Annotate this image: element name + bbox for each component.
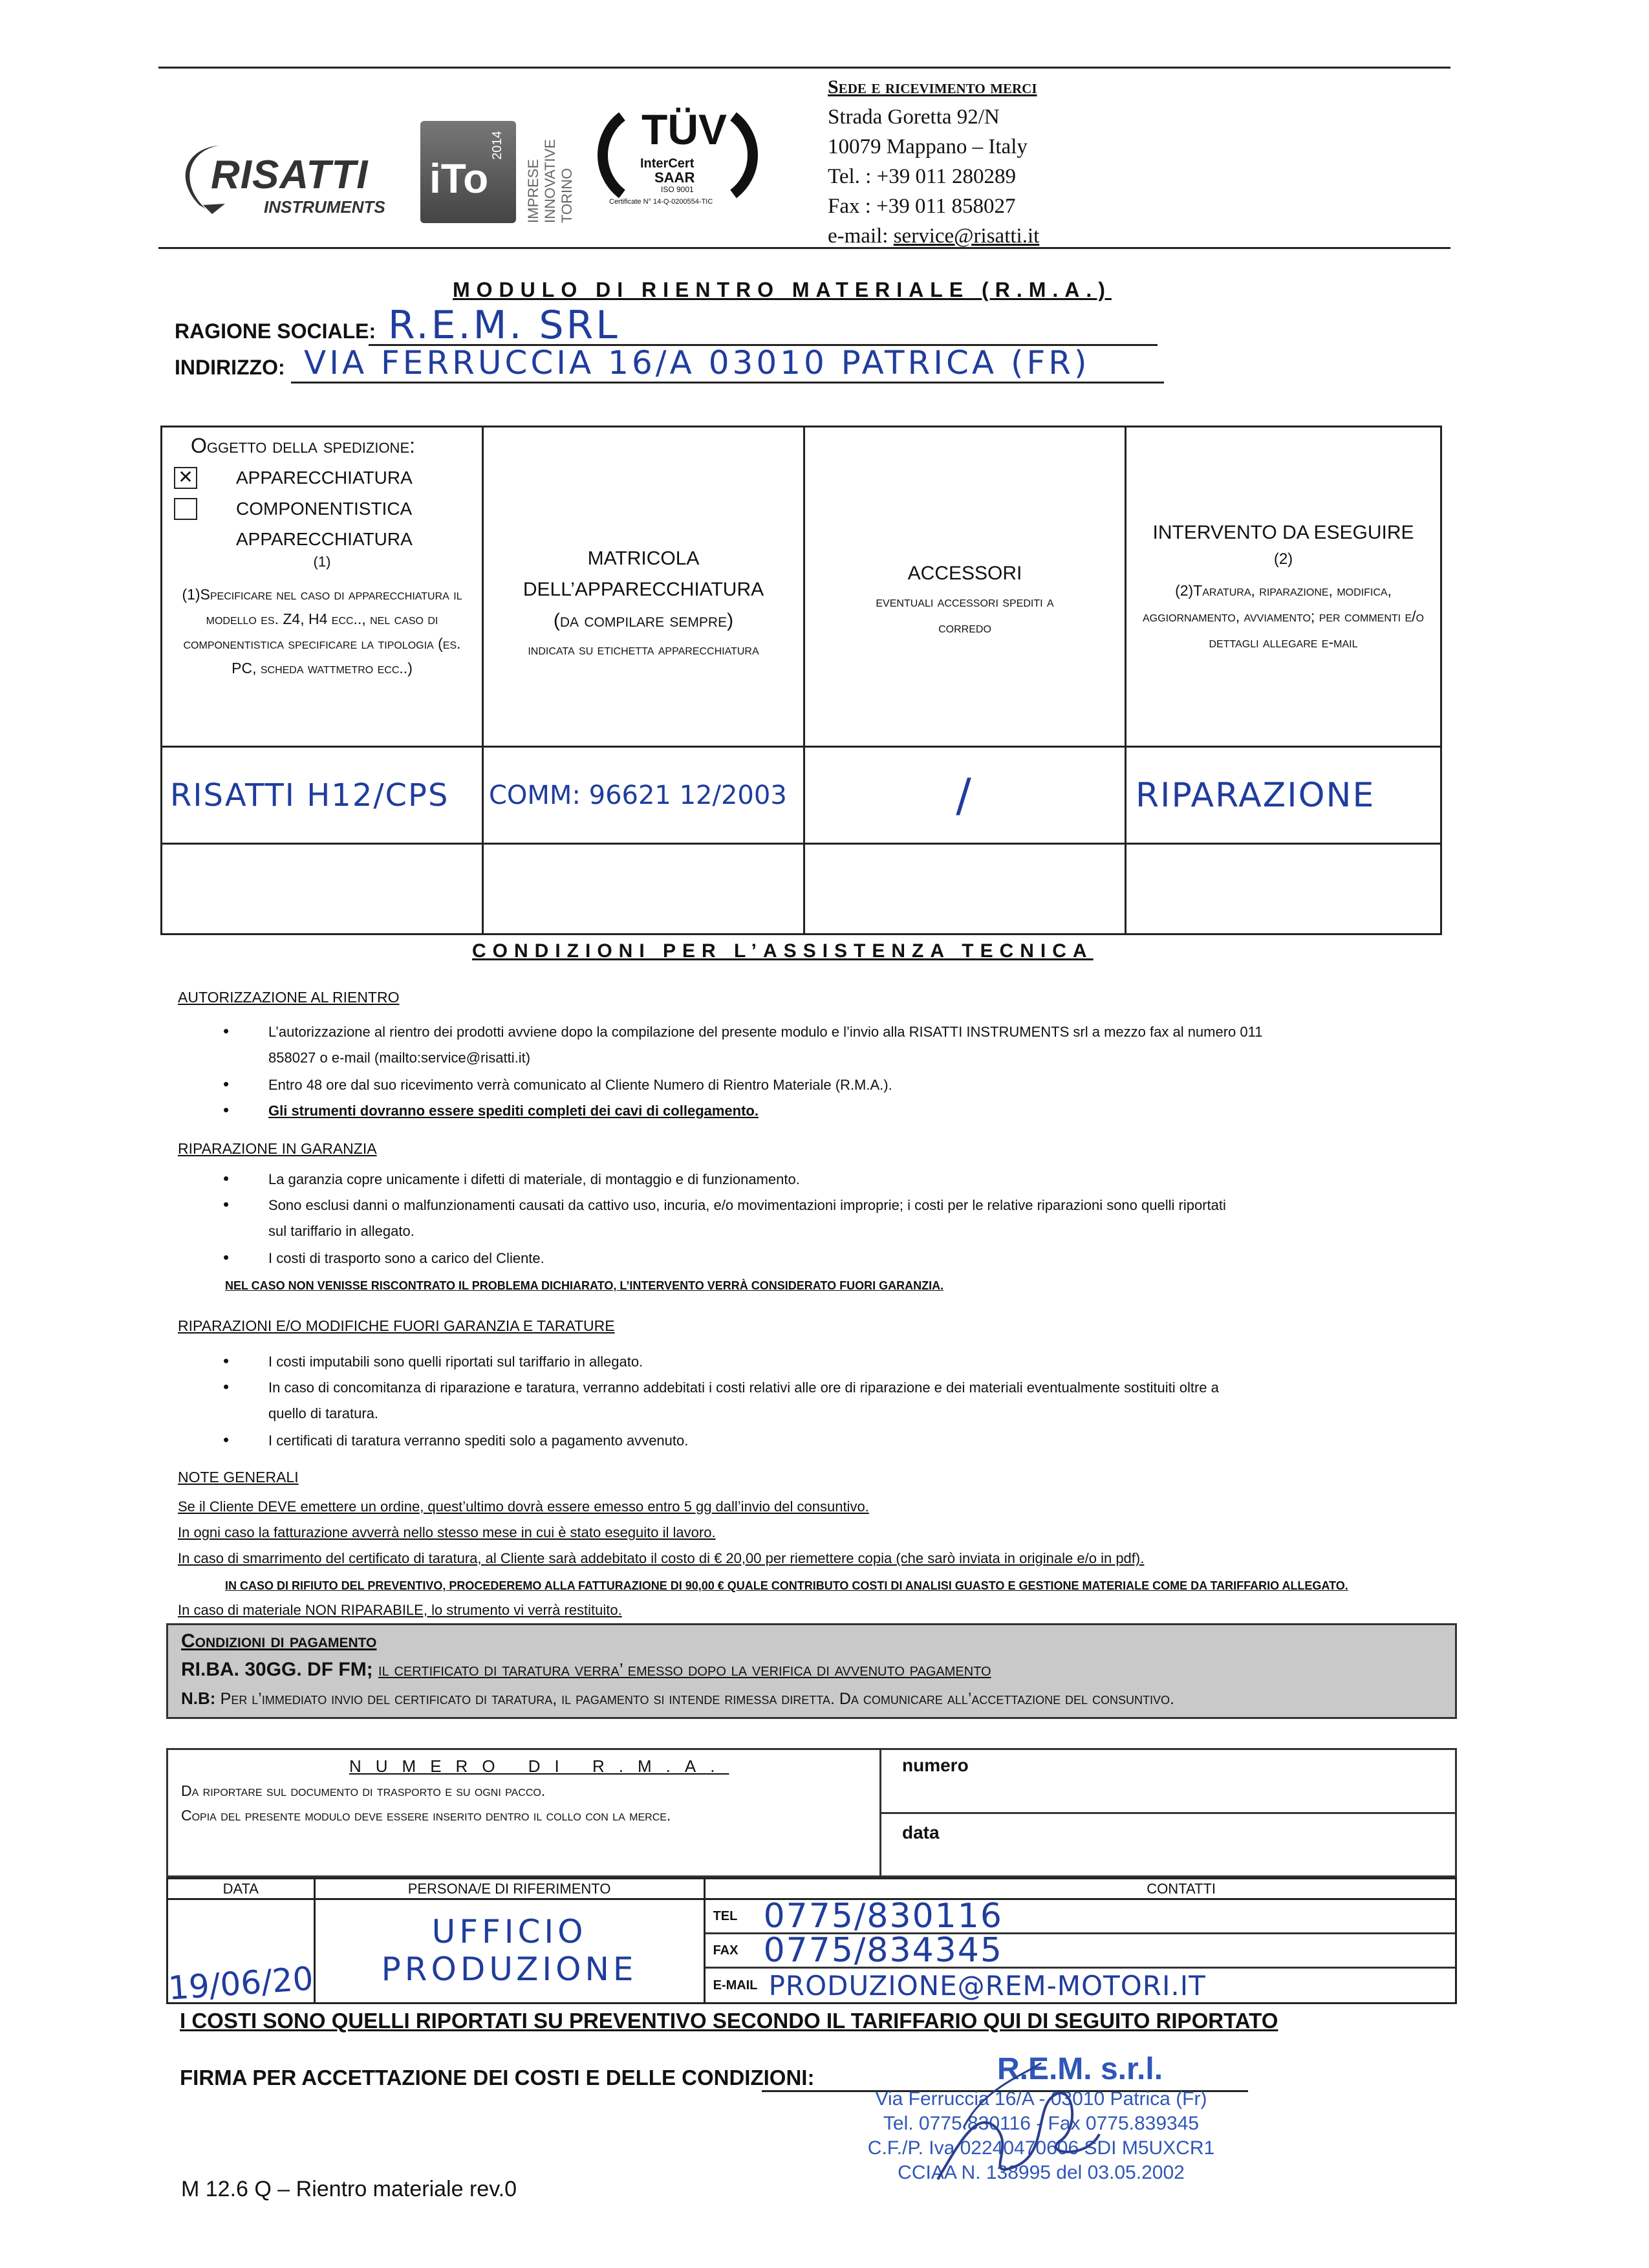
email-link[interactable]: service@risatti.it bbox=[893, 224, 1040, 248]
s1-bullet-1: • bbox=[223, 1021, 230, 1041]
tel-line: Tel. : +39 011 280289 bbox=[828, 165, 1016, 188]
stamp-line1: Via Ferruccia 16/A - 03010 Patrica (Fr) bbox=[875, 2088, 1207, 2110]
ito-logo-year: 2014 bbox=[490, 131, 504, 160]
fax-row[interactable] bbox=[706, 1931, 1455, 1970]
s1-b1b: 858027 o e-mail (mailto:service@risatti.it) bbox=[268, 1050, 531, 1066]
contacts-value-row bbox=[167, 1899, 1456, 2003]
s2-b3: I costi di trasporto sono a carico del Cliente. bbox=[268, 1250, 544, 1266]
stamp-name: R.E.M. s.r.l. bbox=[997, 2052, 1163, 2086]
payment-line2-rest: Per l’immediato invio del certificato di taratura, il pagamento si intende rimessa diretta. Da comunicare all’accettazione del consuntivo. bbox=[220, 1690, 1174, 1708]
col-persona-header: PERSONA/E DI RIFERIMENTO bbox=[314, 1879, 704, 1899]
email-row[interactable] bbox=[706, 1969, 1455, 2002]
s3-bullet-3: • bbox=[223, 1430, 230, 1449]
s1-bullet-2: • bbox=[223, 1074, 230, 1094]
s4-line-2: In ogni caso la fatturazione avverrà nello stesso mese in cui è stato eseguito il lavoro. bbox=[178, 1524, 716, 1540]
persona-cell[interactable] bbox=[314, 1899, 704, 2003]
opt2-label: COMPONENTISTICA bbox=[236, 499, 413, 519]
accessori-title: ACCESSORI bbox=[907, 563, 1022, 584]
stamp-line2: Tel. 0775.830116 - Fax 0775.839345 bbox=[883, 2113, 1200, 2134]
s4-line-4: IN CASO DI RIFIUTO DEL PREVENTIVO, PROCEDEREMO ALLA FATTURAZIONE DI 90,00 € QUALE CONTRIBUTO COSTI DI ANALISI GUASTO E GESTIONE MATERIALE COME DA TARIFFARIO ALLEGATO. bbox=[225, 1579, 1348, 1592]
s4-line-5: In caso di materiale NON RIPARABILE, lo strumento vi verrà restituito. bbox=[178, 1602, 622, 1618]
risatti-logo-text: RISATTI bbox=[211, 153, 369, 197]
email-label-cell: E-MAIL bbox=[713, 1978, 758, 1993]
opt1-checkbox[interactable]: ✕ bbox=[174, 467, 197, 489]
signature-scribble-icon bbox=[918, 2050, 1112, 2199]
s3-b3: I certificati di taratura verranno spediti solo a pagamento avvenuto. bbox=[268, 1432, 689, 1449]
rma-numero-label: numero bbox=[902, 1755, 969, 1775]
matricola-title-3: (da compilare sempre) bbox=[553, 610, 734, 631]
s2-note: NEL CASO NON VENISSE RISCONTRATO IL PROBLEMA DICHIARATO, L’INTERVENTO VERRÀ CONSIDERATO FUORI GARANZIA. bbox=[225, 1279, 944, 1292]
row1-matr-value: COMM: 96621 12/2003 bbox=[489, 780, 787, 810]
sede-title: Sede e ricevimento merci bbox=[828, 76, 1037, 98]
payment-line2 bbox=[181, 1689, 1174, 1709]
tuv-logo-text: TÜV bbox=[641, 105, 727, 153]
s1-title: AUTORIZZAZIONE AL RIENTRO bbox=[178, 989, 400, 1006]
matricola-title-2: DELL’APPARECCHIATURA bbox=[523, 579, 764, 600]
date-cell[interactable] bbox=[167, 1899, 315, 2007]
oggetto-title: Oggetto della spedizione: bbox=[191, 434, 416, 457]
s1-b3: Gli strumenti dovranno essere spediti completi dei cavi di collegamento. bbox=[268, 1103, 759, 1119]
payment-box bbox=[166, 1623, 1457, 1719]
intervento-num: (2) bbox=[1273, 550, 1293, 568]
contacts-table bbox=[166, 1877, 1457, 2007]
s3-b2: In caso di concomitanza di riparazione e taratura, verranno addebitati i costi relativi alle ore di riparazione e dei materiali eventualmente sostituiti oltre a bbox=[268, 1379, 1219, 1396]
payment-line1-rest: il certificato di taratura verra’ emesso dopo la verifica di avvenuto pagamento bbox=[378, 1659, 991, 1679]
row1-int-value: RIPARAZIONE bbox=[1136, 775, 1375, 815]
persona-value: UFFICIO PRODUZIONE bbox=[381, 1913, 638, 1988]
address-line2: 10079 Mappano – Italy bbox=[828, 135, 1028, 158]
address-line1: Strada Goretta 92/N bbox=[828, 105, 1000, 129]
intervento-title: INTERVENTO DA ESEGUIRE bbox=[1152, 522, 1414, 543]
oggetto-note-num: (1) bbox=[313, 554, 331, 570]
intervento-sub: (2)Taratura, riparazione, modifica, aggiornamento, avviamento; per commenti e/o dettagli allegare e-mail bbox=[1143, 582, 1424, 651]
imprese-logo-text: IMPRESE INNOVATIVE TORINO bbox=[525, 139, 575, 223]
s2-bullet-1: • bbox=[223, 1169, 230, 1188]
col-data-header: DATA bbox=[167, 1879, 315, 1899]
indirizzo-value[interactable]: VIA FERRUCCIA 16/A 03010 PATRICA (FR) bbox=[304, 344, 1090, 382]
rma-numero-field[interactable] bbox=[879, 1812, 1455, 1814]
stamp-line3: C.F./P. Iva 02240470606 SDI M5UXCR1 bbox=[867, 2137, 1215, 2159]
ragione-value[interactable]: R.E.M. SRL bbox=[388, 303, 620, 348]
conditions-title: CONDIZIONI PER L’ASSISTENZA TECNICA bbox=[472, 940, 1094, 962]
col-contatti-header: CONTATTI bbox=[704, 1879, 1456, 1899]
tuv-saar-text: SAAR bbox=[654, 169, 695, 186]
s3-title: RIPARAZIONI E/O MODIFICHE FUORI GARANZIA E TARATURE bbox=[178, 1317, 615, 1334]
rma-title: NUMERO DI R.M.A. bbox=[349, 1756, 729, 1776]
tuv-intercert-text: InterCert bbox=[640, 157, 695, 171]
email-label: e-mail: bbox=[828, 224, 894, 248]
tuv-cert-text: Certificate N° 14-Q-0200554-TIC bbox=[609, 198, 713, 206]
row1-app-value: RISATTI H12/CPS bbox=[170, 777, 449, 814]
s3-bullet-2: • bbox=[223, 1377, 230, 1396]
payment-line1-bold: RI.BA. 30GG. DF FM; bbox=[181, 1659, 373, 1680]
costs-statement: I COSTI SONO QUELLI RIPORTATI SU PREVENTIVO SECONDO IL TARIFFARIO QUI DI SEGUITO RIPORTATO bbox=[180, 2009, 1278, 2033]
indirizzo-label: INDIRIZZO: bbox=[175, 356, 285, 379]
s2-bullet-3: • bbox=[223, 1247, 230, 1267]
contatti-cell bbox=[704, 1899, 1456, 2003]
fax-line: Fax : +39 011 858027 bbox=[828, 195, 1016, 218]
rma-data-label: data bbox=[902, 1822, 940, 1842]
risatti-logo-subtext: INSTRUMENTS bbox=[264, 197, 385, 217]
s1-b1: L’autorizzazione al rientro dei prodotti avviene dopo la compilazione del presente modulo e l’invio alla RISATTI INSTRUMENTS srl a mezzo fax al numero 011 bbox=[268, 1024, 1263, 1040]
s1-b2: Entro 48 ore dal suo ricevimento verrà comunicato al Cliente Numero di Rientro Materiale (R.M.A.). bbox=[268, 1077, 892, 1093]
matricola-sub: indicata su etichetta apparecchiatura bbox=[528, 641, 759, 658]
contacts-header-row bbox=[167, 1879, 1456, 1899]
s2-b2b: sul tariffario in allegato. bbox=[268, 1223, 415, 1239]
oggetto-note: (1)Specificare nel caso di apparecchiatura il modello es. Z4, H4 ecc.., nel caso di componentistica specificare la tipologia (es. PC, scheda wattmetro ecc..) bbox=[182, 586, 462, 676]
payment-line2-bold: N.B: bbox=[181, 1689, 216, 1708]
firma-label: FIRMA PER ACCETTAZIONE DEI COSTI E DELLE CONDIZIONI: bbox=[180, 2066, 815, 2090]
fax-label: FAX bbox=[713, 1943, 738, 1958]
s3-b2b: quello di taratura. bbox=[268, 1405, 378, 1421]
s3-b1: I costi imputabili sono quelli riportati sul tariffario in allegato. bbox=[268, 1354, 643, 1370]
matricola-title-1: MATRICOLA bbox=[587, 548, 700, 569]
doc-code: M 12.6 Q – Rientro materiale rev.0 bbox=[181, 2177, 517, 2201]
s2-bullet-2: • bbox=[223, 1194, 230, 1214]
s2-b1: La garanzia copre unicamente i difetti di materiale, di montaggio e di funzionamento. bbox=[268, 1171, 800, 1187]
s2-title: RIPARAZIONE IN GARANZIA bbox=[178, 1140, 377, 1157]
s4-title: NOTE GENERALI bbox=[178, 1469, 299, 1485]
form-title: MODULO DI RIENTRO MATERIALE (R.M.A.) bbox=[453, 278, 1112, 301]
email-value: PRODUZIONE@REM-MOTORI.IT bbox=[768, 1969, 1206, 2002]
s4-line-1: Se il Cliente DEVE emettere un ordine, quest’ultimo dovrà essere emesso entro 5 gg dall’invio del consuntivo. bbox=[178, 1498, 869, 1515]
s2-b2: Sono esclusi danni o malfunzionamenti causati da cattivo uso, incuria, e/o movimentazioni improprie; i costi per le relative riparazioni sono quelli riportati bbox=[268, 1197, 1226, 1213]
payment-title: Condizioni di pagamento bbox=[181, 1630, 377, 1652]
accessori-sub: eventuali accessori spediti a corredo bbox=[876, 593, 1054, 636]
s3-bullet-1: • bbox=[223, 1351, 230, 1370]
opt1-label: APPARECCHIATURA bbox=[236, 468, 413, 488]
fax-value: 0775/834345 bbox=[763, 1931, 1003, 1970]
s4-line-3: In caso di smarrimento del certificato di taratura, al Cliente sarà addebitato il costo di € 20,00 per riemettere copia (che sarò inviata in originale e/o in pdf). bbox=[178, 1550, 1145, 1566]
rma-sub1: Da riportare sul documento di trasporto e su ogni pacco. bbox=[181, 1782, 546, 1799]
tel-label: TEL bbox=[713, 1908, 738, 1923]
date-value: 19/06/20 bbox=[167, 1960, 315, 2007]
ito-logo-text: iTo bbox=[429, 155, 489, 202]
opt3-label: APPARECCHIATURA bbox=[236, 529, 413, 549]
tel-row[interactable] bbox=[706, 1897, 1455, 1936]
row1-acc-value: / bbox=[956, 768, 974, 822]
rma-sub2: Copia del presente modulo deve essere inserito dentro il collo con la merce. bbox=[181, 1807, 671, 1824]
tuv-iso-text: ISO 9001 bbox=[661, 185, 694, 194]
ragione-label: RAGIONE SOCIALE: bbox=[175, 319, 376, 343]
s1-bullet-3: • bbox=[223, 1100, 230, 1119]
rma-box bbox=[166, 1748, 1457, 1877]
payment-line1 bbox=[181, 1659, 991, 1681]
stamp-line4: CCIAA N. 138995 del 03.05.2002 bbox=[898, 2162, 1185, 2183]
tel-value: 0775/830116 bbox=[763, 1897, 1003, 1936]
